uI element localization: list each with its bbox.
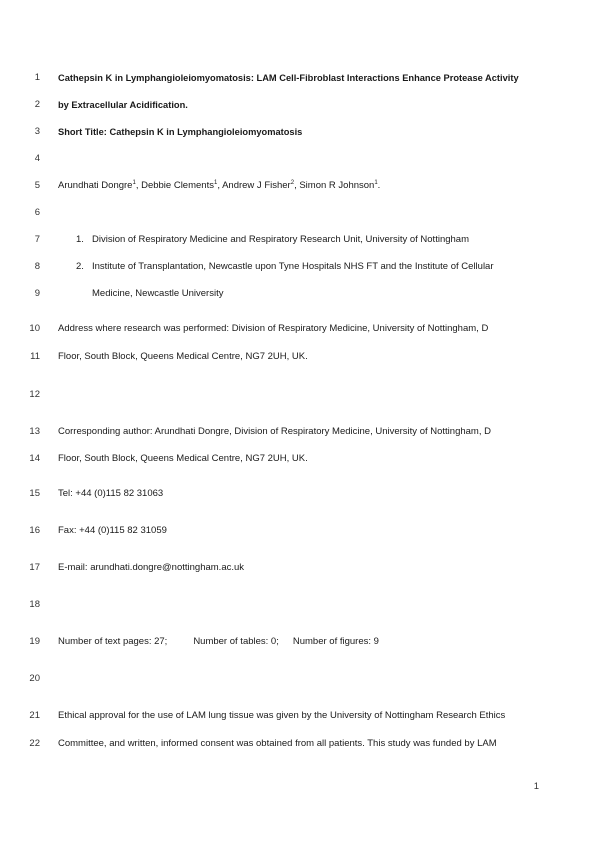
affiliation-text-continued: Medicine, Newcastle University [92, 288, 224, 299]
manuscript-counts [58, 636, 379, 648]
line-number: 21 [29, 710, 40, 721]
author-list [58, 180, 380, 192]
affiliation-text: Institute of Transplantation, Newcastle upon Tyne Hospitals NHS FT and the Institute of Cellular [92, 261, 494, 272]
line-number: 8 [34, 261, 40, 272]
author-affiliation-marker: 1 [213, 179, 218, 186]
line-number: 4 [34, 153, 40, 164]
telephone: Tel: +44 (0)115 82 31063 [58, 488, 164, 499]
line-number: 6 [34, 207, 40, 218]
affiliation-number: 2. [76, 261, 84, 272]
line-number: 22 [29, 738, 40, 749]
affiliation-text: Division of Respiratory Medicine and Respiratory Research Unit, University of Nottingham [92, 234, 469, 245]
line-number: 5 [34, 180, 40, 191]
figures-count: Number of figures: 9 [292, 636, 379, 647]
author-name: Andrew J Fisher [222, 180, 291, 191]
line-number: 10 [29, 323, 40, 334]
research-address-line-2: Floor, South Block, Queens Medical Centre, NG7 2UH, UK. [58, 351, 308, 362]
author-separator: , [217, 180, 223, 191]
ethics-statement-line-1: Ethical approval for the use of LAM lung tissue was given by the University of Nottingham Research Ethics [58, 710, 506, 721]
author-name: Arundhati Dongre [58, 180, 133, 191]
line-number: 17 [29, 562, 40, 573]
line-number: 1 [34, 72, 40, 83]
author-affiliation-marker: 1 [132, 179, 136, 186]
corresponding-author-line-1: Corresponding author: Arundhati Dongre, Division of Respiratory Medicine, University of Nottingham, D [58, 426, 491, 437]
line-number: 14 [29, 453, 40, 464]
line-number: 12 [29, 389, 40, 400]
line-number: 16 [29, 525, 40, 536]
line-number: 11 [30, 351, 40, 362]
tables-count: Number of tables: 0; [193, 636, 279, 647]
fax: Fax: +44 (0)115 82 31059 [58, 525, 167, 536]
line-number: 7 [34, 234, 40, 245]
line-number: 13 [29, 426, 40, 437]
author-separator: , [294, 180, 300, 191]
author-separator: , [135, 180, 142, 191]
email: E-mail: arundhati.dongre@nottingham.ac.uk [58, 562, 245, 573]
paper-title-line-1: Cathepsin K in Lymphangioleiomyomatosis: LAM Cell-Fibroblast Interactions Enhance Protease Activity [58, 73, 519, 83]
corresponding-author-line-2: Floor, South Block, Queens Medical Centre, NG7 2UH, UK. [58, 453, 308, 464]
ethics-statement-line-2: Committee, and written, informed consent was obtained from all patients. This study was funded by LAM [58, 738, 497, 749]
research-address-line-1: Address where research was performed: Division of Respiratory Medicine, University of Nottingham, D [58, 323, 489, 334]
line-number: 3 [34, 126, 40, 137]
affiliation-item [76, 234, 469, 246]
line-number: 9 [34, 288, 40, 299]
text-pages-count: Number of text pages: 27; [58, 636, 168, 647]
author-affiliation-marker: 2 [290, 179, 295, 186]
line-number: 18 [29, 599, 40, 610]
short-title: Short Title: Cathepsin K in Lymphangioleiomyomatosis [58, 127, 303, 137]
line-number: 20 [29, 673, 40, 684]
affiliation-number: 1. [76, 234, 84, 245]
line-number: 19 [29, 636, 40, 647]
page-number: 1 [533, 781, 539, 792]
author-name: Debbie Clements [141, 180, 214, 191]
author-separator: . [377, 180, 381, 191]
author-affiliation-marker: 1 [374, 179, 378, 186]
line-number: 2 [34, 99, 40, 110]
line-number: 15 [29, 488, 40, 499]
affiliation-item [76, 261, 494, 273]
paper-title-line-2: by Extracellular Acidification. [58, 100, 188, 110]
author-name: Simon R Johnson [299, 180, 375, 191]
